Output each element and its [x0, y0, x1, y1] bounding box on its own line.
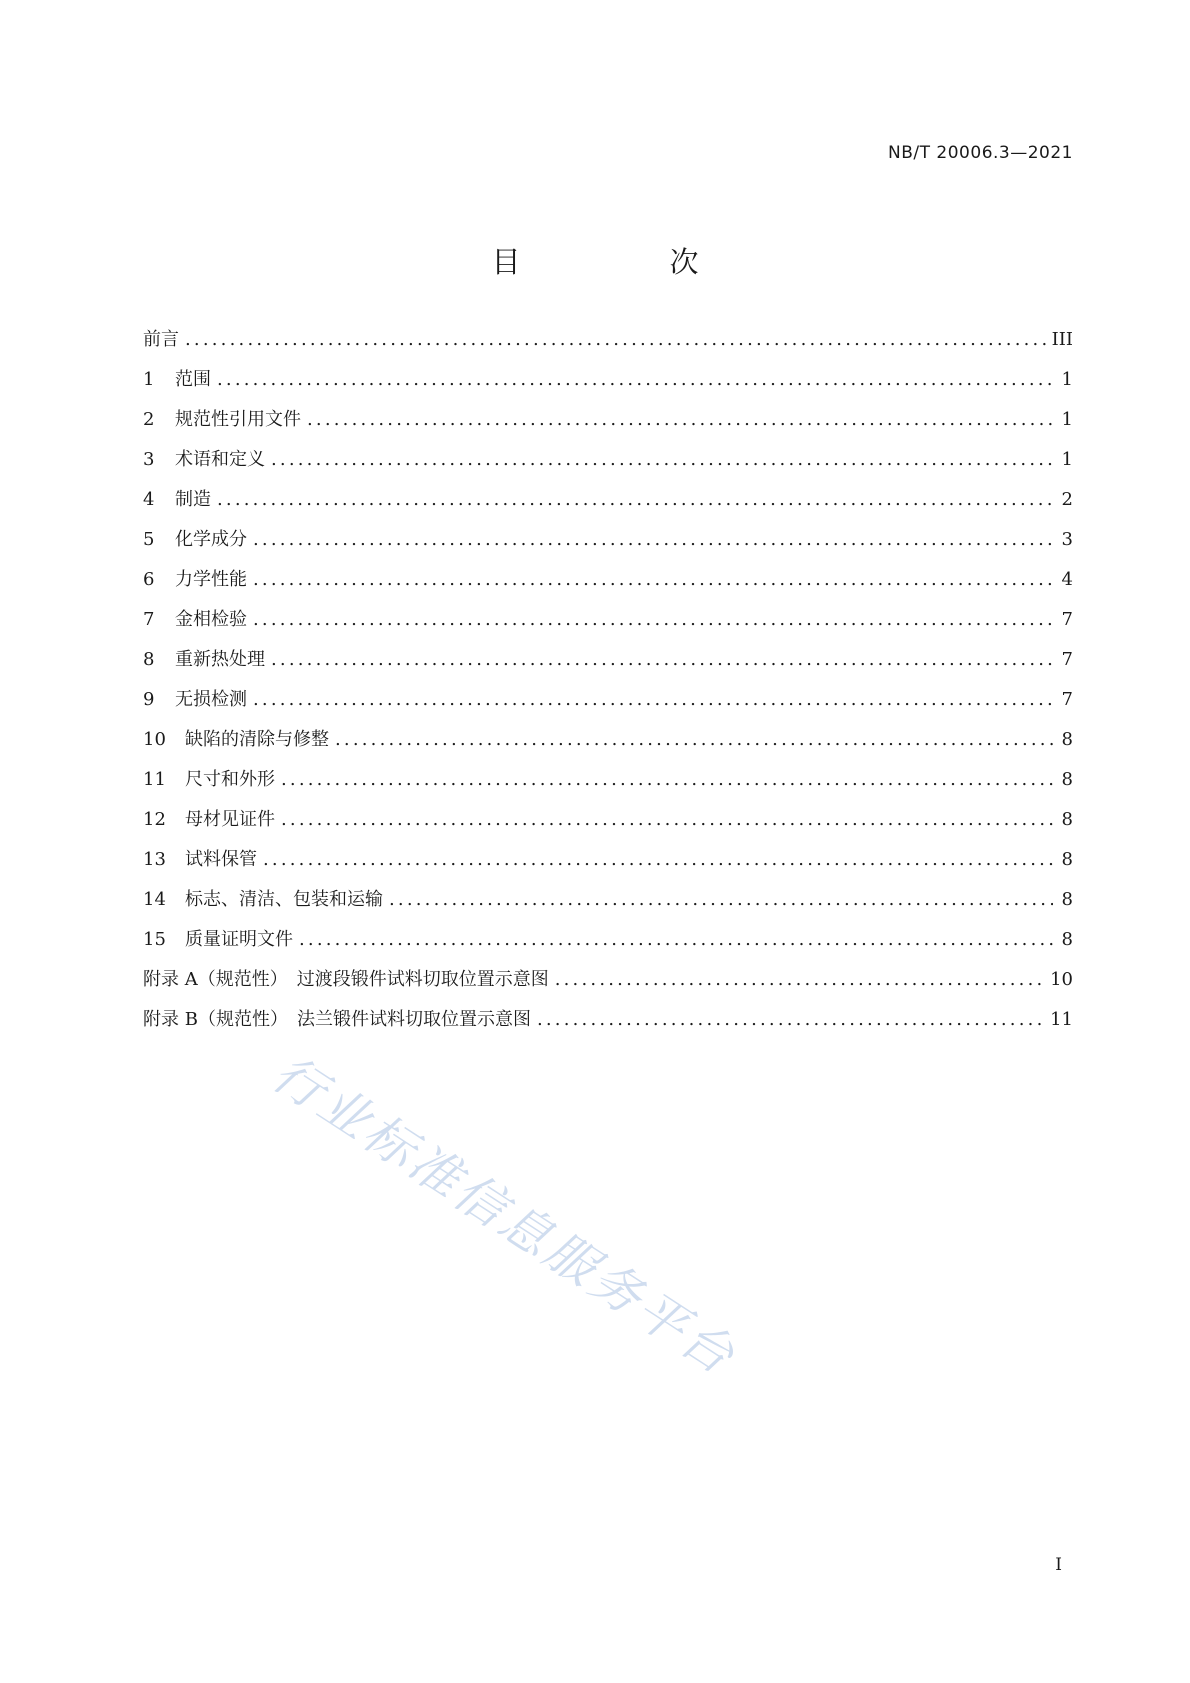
toc-entry-label: 化学成分	[175, 529, 247, 550]
toc-entry-label: 试料保管	[185, 849, 257, 870]
toc-entry-number: 2	[143, 409, 155, 430]
toc-entry-label: 尺寸和外形	[185, 769, 275, 790]
toc-entry-label: 制造	[175, 489, 211, 510]
toc-entry-12[interactable]	[143, 805, 1073, 845]
toc-entry-label: 金相检验	[175, 609, 247, 630]
toc-entry-number: 7	[143, 609, 155, 630]
toc-entry-page: 1	[1061, 449, 1073, 470]
toc-entry-page: 8	[1061, 729, 1073, 750]
toc-entry-label: 范围	[175, 369, 211, 390]
toc-entry-label: 母材见证件	[185, 809, 275, 830]
toc-entry-number: 15	[143, 929, 166, 950]
toc-leader-dots	[263, 849, 1053, 870]
toc-leader-dots	[253, 529, 1053, 550]
toc-entry-5[interactable]	[143, 525, 1073, 565]
toc-entry-annex-b[interactable]	[143, 1005, 1073, 1045]
toc-entry-label: 无损检测	[175, 689, 247, 710]
toc-entry-number: 5	[143, 529, 155, 550]
toc-leader-dots	[281, 769, 1053, 790]
toc-entry-page: 7	[1061, 689, 1073, 710]
toc-entry-13[interactable]	[143, 845, 1073, 885]
toc-entry-number: 12	[143, 809, 166, 830]
toc-entry-label: 附录 B（规范性） 法兰锻件试料切取位置示意图	[143, 1009, 531, 1030]
toc-leader-dots	[307, 409, 1053, 430]
toc-entry-page: 11	[1050, 1009, 1073, 1030]
toc-entry-10[interactable]	[143, 725, 1073, 765]
toc-entry-number: 13	[143, 849, 166, 870]
toc-leader-dots	[253, 569, 1053, 590]
toc-entry-number: 14	[143, 889, 166, 910]
toc-entry-page: 1	[1061, 409, 1073, 430]
toc-entry-number: 8	[143, 649, 155, 670]
table-of-contents	[143, 325, 1073, 1045]
toc-entry-page: 2	[1061, 489, 1073, 510]
toc-entry-label: 标志、清洁、包装和运输	[185, 889, 383, 910]
toc-entry-9[interactable]	[143, 685, 1073, 725]
toc-entry-page: 8	[1061, 809, 1073, 830]
toc-leader-dots	[299, 929, 1053, 950]
toc-leader-dots	[537, 1009, 1044, 1030]
page-number: I	[1055, 1555, 1062, 1575]
toc-leader-dots	[253, 689, 1053, 710]
toc-entry-number: 3	[143, 449, 155, 470]
toc-entry-4[interactable]	[143, 485, 1073, 525]
toc-leader-dots	[217, 489, 1053, 510]
toc-entry-label: 规范性引用文件	[175, 409, 301, 430]
toc-entry-15[interactable]	[143, 925, 1073, 965]
toc-entry-label: 重新热处理	[175, 649, 265, 670]
document-code: NB/T 20006.3—2021	[888, 143, 1073, 163]
toc-leader-dots	[335, 729, 1053, 750]
toc-entry-number: 4	[143, 489, 155, 510]
toc-entry-page: 1	[1061, 369, 1073, 390]
toc-entry-page: III	[1051, 329, 1073, 350]
toc-entry-2[interactable]	[143, 405, 1073, 445]
toc-entry-page: 8	[1061, 889, 1073, 910]
toc-entry-page: 7	[1061, 609, 1073, 630]
toc-leader-dots	[555, 969, 1044, 990]
toc-leader-dots	[217, 369, 1053, 390]
toc-leader-dots	[389, 889, 1053, 910]
toc-leader-dots	[253, 609, 1053, 630]
toc-entry-page: 4	[1061, 569, 1073, 590]
toc-entry-label: 术语和定义	[175, 449, 265, 470]
toc-entry-number: 10	[143, 729, 166, 750]
toc-entry-page: 8	[1061, 849, 1073, 870]
toc-entry-14[interactable]	[143, 885, 1073, 925]
toc-entry-label: 力学性能	[175, 569, 247, 590]
toc-entry-label: 质量证明文件	[185, 929, 293, 950]
toc-entry-label: 缺陷的清除与修整	[185, 729, 329, 750]
toc-entry-number: 1	[143, 369, 155, 390]
toc-entry-page: 8	[1061, 769, 1073, 790]
toc-entry-page: 8	[1061, 929, 1073, 950]
toc-leader-dots	[271, 449, 1053, 470]
toc-entry-1[interactable]	[143, 365, 1073, 405]
toc-entry-8[interactable]	[143, 645, 1073, 685]
toc-entry-3[interactable]	[143, 445, 1073, 485]
watermark: 行业标准信息服务平台	[262, 1044, 747, 1387]
toc-entry-page: 7	[1061, 649, 1073, 670]
toc-entry-7[interactable]	[143, 605, 1073, 645]
toc-entry-number: 9	[143, 689, 155, 710]
toc-entry-11[interactable]	[143, 765, 1073, 805]
toc-leader-dots	[185, 329, 1046, 350]
toc-entry-page: 3	[1061, 529, 1073, 550]
toc-entry-page: 10	[1050, 969, 1073, 990]
toc-entry-foreword[interactable]	[143, 325, 1073, 365]
toc-entry-label: 前言	[143, 329, 179, 350]
toc-leader-dots	[271, 649, 1053, 670]
toc-entry-number: 6	[143, 569, 155, 590]
toc-entry-number: 11	[143, 769, 166, 790]
toc-title: 目 次	[491, 245, 759, 279]
toc-leader-dots	[281, 809, 1053, 830]
toc-entry-label: 附录 A（规范性） 过渡段锻件试料切取位置示意图	[143, 969, 549, 990]
toc-entry-6[interactable]	[143, 565, 1073, 605]
toc-entry-annex-a[interactable]	[143, 965, 1073, 1005]
